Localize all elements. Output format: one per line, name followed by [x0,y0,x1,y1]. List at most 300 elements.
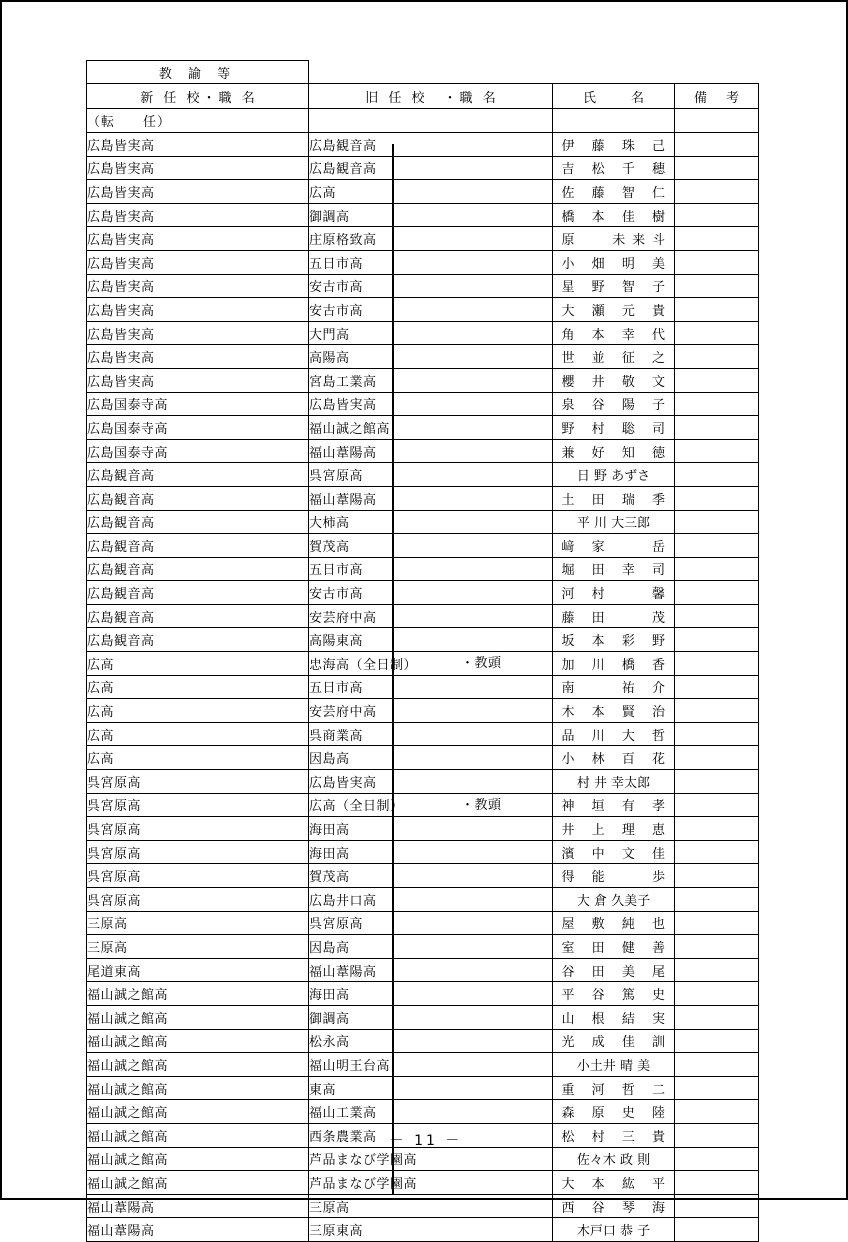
table-row [87,156,759,180]
cell-note [675,722,759,746]
cell-person-name [553,321,675,345]
old-post-school: 安古市高 [309,280,364,296]
cell-old-post [309,463,553,487]
table-row [87,1029,759,1053]
table-row [87,439,759,463]
subheading-name [553,109,675,133]
cell-note [675,746,759,770]
table-row [87,699,759,723]
cell-person-name [553,227,675,251]
person-name: 野 村 聡 司 [561,421,666,437]
header-note-label: 備 考 [693,90,742,106]
old-post-school: 因島高 [309,752,350,768]
old-post-school: 福山葦陽高 [309,492,377,508]
old-post-school: 福山工業高 [309,1106,377,1122]
table-row [87,935,759,959]
cell-old-post [309,156,553,180]
cell-old-post [309,298,553,322]
cell-note [675,604,759,628]
cell-note [675,416,759,440]
cell-person-name [553,581,675,605]
table-row [87,722,759,746]
cell-old-post [309,534,553,558]
cell-new-post: 尾道東高 [87,958,309,982]
person-name: 泉 谷 陽 子 [561,398,666,414]
cell-new-post: 福山葦陽高 [87,1194,309,1218]
table-row [87,888,759,912]
cell-new-post: 広島皆実高 [87,227,309,251]
old-post-school: 芦品まなび学園高 [309,1153,418,1169]
cell-note [675,1005,759,1029]
person-name: 木 本 賢 治 [561,705,666,721]
cell-old-post [309,722,553,746]
cell-new-post: 広高 [87,652,309,676]
old-post-school: 賀茂高 [309,539,350,555]
cell-new-post: 福山葦陽高 [87,1218,309,1242]
cell-person-name [553,156,675,180]
person-name: 伊 藤 珠 己 [561,138,666,154]
old-post-school: 福山葦陽高 [309,964,377,980]
table-row [87,486,759,510]
table-row [87,557,759,581]
cell-new-post: 広高 [87,722,309,746]
cell-old-post [309,1171,553,1195]
old-post-school: 東高 [309,1082,337,1098]
transfer-table-wrapper [86,60,758,1242]
cell-person-name [553,463,675,487]
table-row [87,1171,759,1195]
old-post-school: 三原高 [309,1200,350,1216]
person-name: 大 倉 久美子 [576,893,651,909]
cell-person-name [553,203,675,227]
person-name: 橋 本 佳 樹 [561,209,666,225]
cell-person-name [553,888,675,912]
section-title-row [87,61,759,84]
person-name: 木戸口 恭 子 [576,1224,651,1240]
person-name: 日 野 あずさ [576,469,651,485]
person-name: 世 並 征 之 [561,351,666,367]
old-post-school: 因島高 [309,940,350,956]
old-post-school: 御調高 [309,1011,350,1027]
cell-person-name [553,722,675,746]
old-post-school: 芦品まなび学園高 [309,1176,418,1192]
table-row [87,1076,759,1100]
cell-person-name [553,628,675,652]
cell-note [675,840,759,864]
cell-new-post: 呉宮原高 [87,793,309,817]
table-row [87,604,759,628]
cell-person-name [553,345,675,369]
table-row [87,1194,759,1218]
table-row [87,840,759,864]
header-note [675,84,759,109]
cell-new-post: 広高 [87,746,309,770]
person-name: 西 谷 琴 海 [561,1200,666,1216]
cell-note [675,1029,759,1053]
cell-new-post: 広島国泰寺高 [87,392,309,416]
person-name: 土 田 瑞 季 [561,492,666,508]
person-name: 坂 本 彩 野 [561,634,666,650]
person-name: 大 瀬 元 貴 [561,303,666,319]
cell-note [675,1147,759,1171]
page-number: － 11 － [389,1133,463,1149]
old-post-school: 福山誠之館高 [309,421,391,437]
person-name: 室 田 健 善 [561,940,666,956]
person-name: 河 村 馨 [561,587,666,603]
person-name: 小 林 百 花 [561,752,666,768]
table-row [87,581,759,605]
cell-old-post [309,770,553,794]
old-post-school: 安古市高 [309,303,364,319]
old-post-school: 三原東高 [309,1224,364,1240]
person-name: 森 原 史 陸 [561,1106,666,1122]
cell-new-post: 広島皆実高 [87,250,309,274]
cell-person-name [553,1100,675,1124]
cell-old-post [309,888,553,912]
person-name: 品 川 大 哲 [561,728,666,744]
old-post-school: 広島井口高 [309,893,377,909]
table-row [87,652,759,676]
cell-new-post: 広島皆実高 [87,274,309,298]
cell-note [675,439,759,463]
person-name: 平 谷 篤 史 [561,988,666,1004]
cell-old-post [309,510,553,534]
cell-person-name [553,864,675,888]
cell-person-name [553,534,675,558]
cell-old-post [309,392,553,416]
cell-note [675,817,759,841]
cell-person-name [553,817,675,841]
person-name: 得 能 歩 [561,870,666,886]
cell-note [675,133,759,157]
table-body [87,61,759,1242]
old-post-school: 安芸府中高 [309,705,377,721]
cell-note [675,699,759,723]
cell-old-post [309,1218,553,1242]
person-name: 光 成 佳 訓 [561,1035,666,1051]
old-post-school: 五日市高 [309,681,364,697]
cell-new-post: 福山誠之館高 [87,982,309,1006]
cell-old-post [309,1076,553,1100]
old-post-school: 広島皆実高 [309,398,377,414]
person-name: 佐 藤 智 仁 [561,185,666,201]
person-name: 佐々木 政 則 [576,1153,651,1169]
person-name: 松 村 三 貴 [561,1129,666,1145]
old-post-school: 御調高 [309,209,350,225]
cell-new-post: 広島観音高 [87,581,309,605]
cell-old-post [309,416,553,440]
cell-note [675,1053,759,1077]
cell-person-name [553,840,675,864]
cell-old-post [309,699,553,723]
old-post-school: 忠海高（全日制） [309,657,418,673]
cell-note [675,628,759,652]
cell-old-post [309,180,553,204]
cell-person-name [553,1194,675,1218]
cell-person-name [553,1076,675,1100]
old-post-school: 広高（全日制） [309,799,404,815]
cell-old-post [309,581,553,605]
cell-new-post: 広島皆実高 [87,133,309,157]
old-post-school: 広島観音高 [309,138,377,154]
header-name-label: 氏 名 [582,90,647,106]
table-row [87,274,759,298]
cell-person-name [553,746,675,770]
cell-new-post: 福山誠之館高 [87,1100,309,1124]
header-name [553,84,675,109]
cell-old-post [309,675,553,699]
cell-old-post [309,1005,553,1029]
cell-note [675,534,759,558]
cell-note [675,935,759,959]
table-row [87,911,759,935]
cell-old-post [309,133,553,157]
old-post-school: 広島観音高 [309,162,377,178]
person-name: 井 上 理 恵 [561,823,666,839]
column-header-row [87,84,759,109]
cell-new-post: 広島皆実高 [87,321,309,345]
cell-old-post [309,628,553,652]
cell-person-name [553,392,675,416]
cell-new-post: 広島皆実高 [87,156,309,180]
cell-note [675,274,759,298]
cell-new-post: 呉宮原高 [87,888,309,912]
table-row [87,250,759,274]
cell-old-post [309,321,553,345]
old-post-school: 福山葦陽高 [309,445,377,461]
cell-note [675,888,759,912]
cell-note [675,652,759,676]
old-post-school: 高陽高 [309,351,350,367]
cell-note [675,793,759,817]
person-name: 吉 松 千 穂 [561,162,666,178]
cell-note [675,864,759,888]
cell-note [675,392,759,416]
person-name: 大 本 紘 平 [561,1176,666,1192]
cell-person-name [553,982,675,1006]
cell-old-post [309,864,553,888]
table-row [87,628,759,652]
old-post-school: 宮島工業高 [309,374,377,390]
old-post-school: 大柿高 [309,516,350,532]
cell-note [675,770,759,794]
table-row [87,817,759,841]
cell-new-post: 広島観音高 [87,557,309,581]
old-post-school: 松永高 [309,1035,350,1051]
cell-note [675,180,759,204]
table-row [87,298,759,322]
cell-person-name [553,652,675,676]
cell-person-name [553,274,675,298]
cell-new-post: 福山誠之館高 [87,1005,309,1029]
cell-note [675,982,759,1006]
cell-note [675,581,759,605]
cell-old-post [309,345,553,369]
old-post-school: 海田高 [309,823,350,839]
cell-old-post [309,1147,553,1171]
cell-old-post [309,746,553,770]
cell-note [675,203,759,227]
cell-old-post [309,652,553,676]
cell-note [675,675,759,699]
table-row [87,392,759,416]
person-name: 兼 好 知 徳 [561,445,666,461]
table-row [87,534,759,558]
cell-old-post [309,274,553,298]
old-post-school: 福山明王台高 [309,1058,391,1074]
cell-old-post [309,1053,553,1077]
cell-note [675,958,759,982]
header-old-post [309,84,553,109]
person-name: 藤 田 茂 [561,610,666,626]
cell-old-post [309,250,553,274]
cell-person-name [553,1171,675,1195]
cell-old-post [309,1194,553,1218]
cell-new-post: 三原高 [87,935,309,959]
old-post-school: 呉商業高 [309,728,364,744]
cell-old-post [309,368,553,392]
cell-note [675,1100,759,1124]
person-name: 角 本 幸 代 [561,327,666,343]
cell-person-name [553,180,675,204]
cell-person-name [553,416,675,440]
person-name: 小土井 晴 美 [576,1058,651,1074]
table-row [87,180,759,204]
cell-person-name [553,133,675,157]
cell-note [675,486,759,510]
person-name: 村 井 幸太郎 [576,775,651,791]
old-post-school: 賀茂高 [309,870,350,886]
cell-person-name [553,699,675,723]
cell-note [675,1218,759,1242]
table-row [87,345,759,369]
cell-old-post [309,840,553,864]
table-row [87,1100,759,1124]
old-post-school: 五日市高 [309,563,364,579]
cell-person-name [553,298,675,322]
cell-new-post: 広高 [87,699,309,723]
table-row [87,1147,759,1171]
cell-new-post: 福山誠之館高 [87,1053,309,1077]
table-row [87,510,759,534]
person-name: 堀 田 幸 司 [561,563,666,579]
cell-note [675,156,759,180]
cell-person-name [553,486,675,510]
cell-note [675,911,759,935]
cell-person-name [553,1147,675,1171]
cell-new-post: 福山誠之館高 [87,1029,309,1053]
cell-old-post [309,817,553,841]
old-post-school: 海田高 [309,846,350,862]
cell-new-post: 呉宮原高 [87,864,309,888]
table-row [87,982,759,1006]
subheading-row [87,109,759,133]
cell-note [675,557,759,581]
table-row [87,1218,759,1242]
person-name: 重 河 哲 二 [561,1082,666,1098]
old-post-school: 広高 [309,185,337,201]
table-row [87,133,759,157]
cell-new-post: 広高 [87,675,309,699]
cell-old-post [309,557,553,581]
section-title: 教 諭 等 [87,61,309,84]
cell-note [675,510,759,534]
header-new-post [87,84,309,109]
person-name: 南 祐 介 [561,681,666,697]
cell-new-post: 広島皆実高 [87,368,309,392]
subheading-label: （転 任） [87,109,309,133]
old-post-school: 呉宮原高 [309,469,364,485]
cell-old-post [309,793,553,817]
cell-person-name [553,557,675,581]
old-post-school: 呉宮原高 [309,917,364,933]
table-row [87,463,759,487]
cell-new-post: 呉宮原高 [87,817,309,841]
cell-person-name [553,1218,675,1242]
old-post-school: 安芸府中高 [309,610,377,626]
cell-new-post: 広島皆実高 [87,298,309,322]
cell-person-name [553,911,675,935]
table-row [87,793,759,817]
old-post-title: ・教頭 [461,656,502,672]
person-name: 神 垣 有 孝 [561,799,666,815]
cell-person-name [553,675,675,699]
cell-note [675,250,759,274]
table-row [87,416,759,440]
cell-person-name [553,439,675,463]
cell-old-post [309,604,553,628]
cell-new-post: 広島観音高 [87,463,309,487]
table-row [87,958,759,982]
table-row [87,321,759,345]
header-new-post-label: 新 任 校・職 名 [140,90,258,106]
cell-note [675,368,759,392]
cell-new-post: 広島皆実高 [87,203,309,227]
person-name: 原 未来斗 [561,233,666,249]
cell-new-post: 福山誠之館高 [87,1171,309,1195]
cell-person-name [553,250,675,274]
subheading-note [675,109,759,133]
cell-old-post [309,1029,553,1053]
cell-new-post: 広島観音高 [87,510,309,534]
person-name: 小 畑 明 美 [561,256,666,272]
cell-new-post: 広島観音高 [87,628,309,652]
cell-new-post: 広島国泰寺高 [87,439,309,463]
cell-note [675,298,759,322]
title-spacer-name [553,61,675,84]
cell-old-post [309,911,553,935]
cell-note [675,321,759,345]
person-name: 櫻 井 敬 文 [561,374,666,390]
table-row [87,864,759,888]
table-row [87,770,759,794]
cell-new-post: 呉宮原高 [87,770,309,794]
cell-person-name [553,770,675,794]
cell-new-post: 広島観音高 [87,534,309,558]
cell-old-post [309,982,553,1006]
cell-new-post: 広島観音高 [87,604,309,628]
cell-person-name [553,604,675,628]
cell-new-post: 広島観音高 [87,486,309,510]
cell-old-post [309,958,553,982]
cell-person-name [553,793,675,817]
cell-new-post: 広島皆実高 [87,345,309,369]
person-name: 谷 田 美 尾 [561,964,666,980]
title-spacer-old [309,61,553,84]
cell-old-post [309,203,553,227]
cell-old-post [309,486,553,510]
cell-new-post: 三原高 [87,911,309,935]
